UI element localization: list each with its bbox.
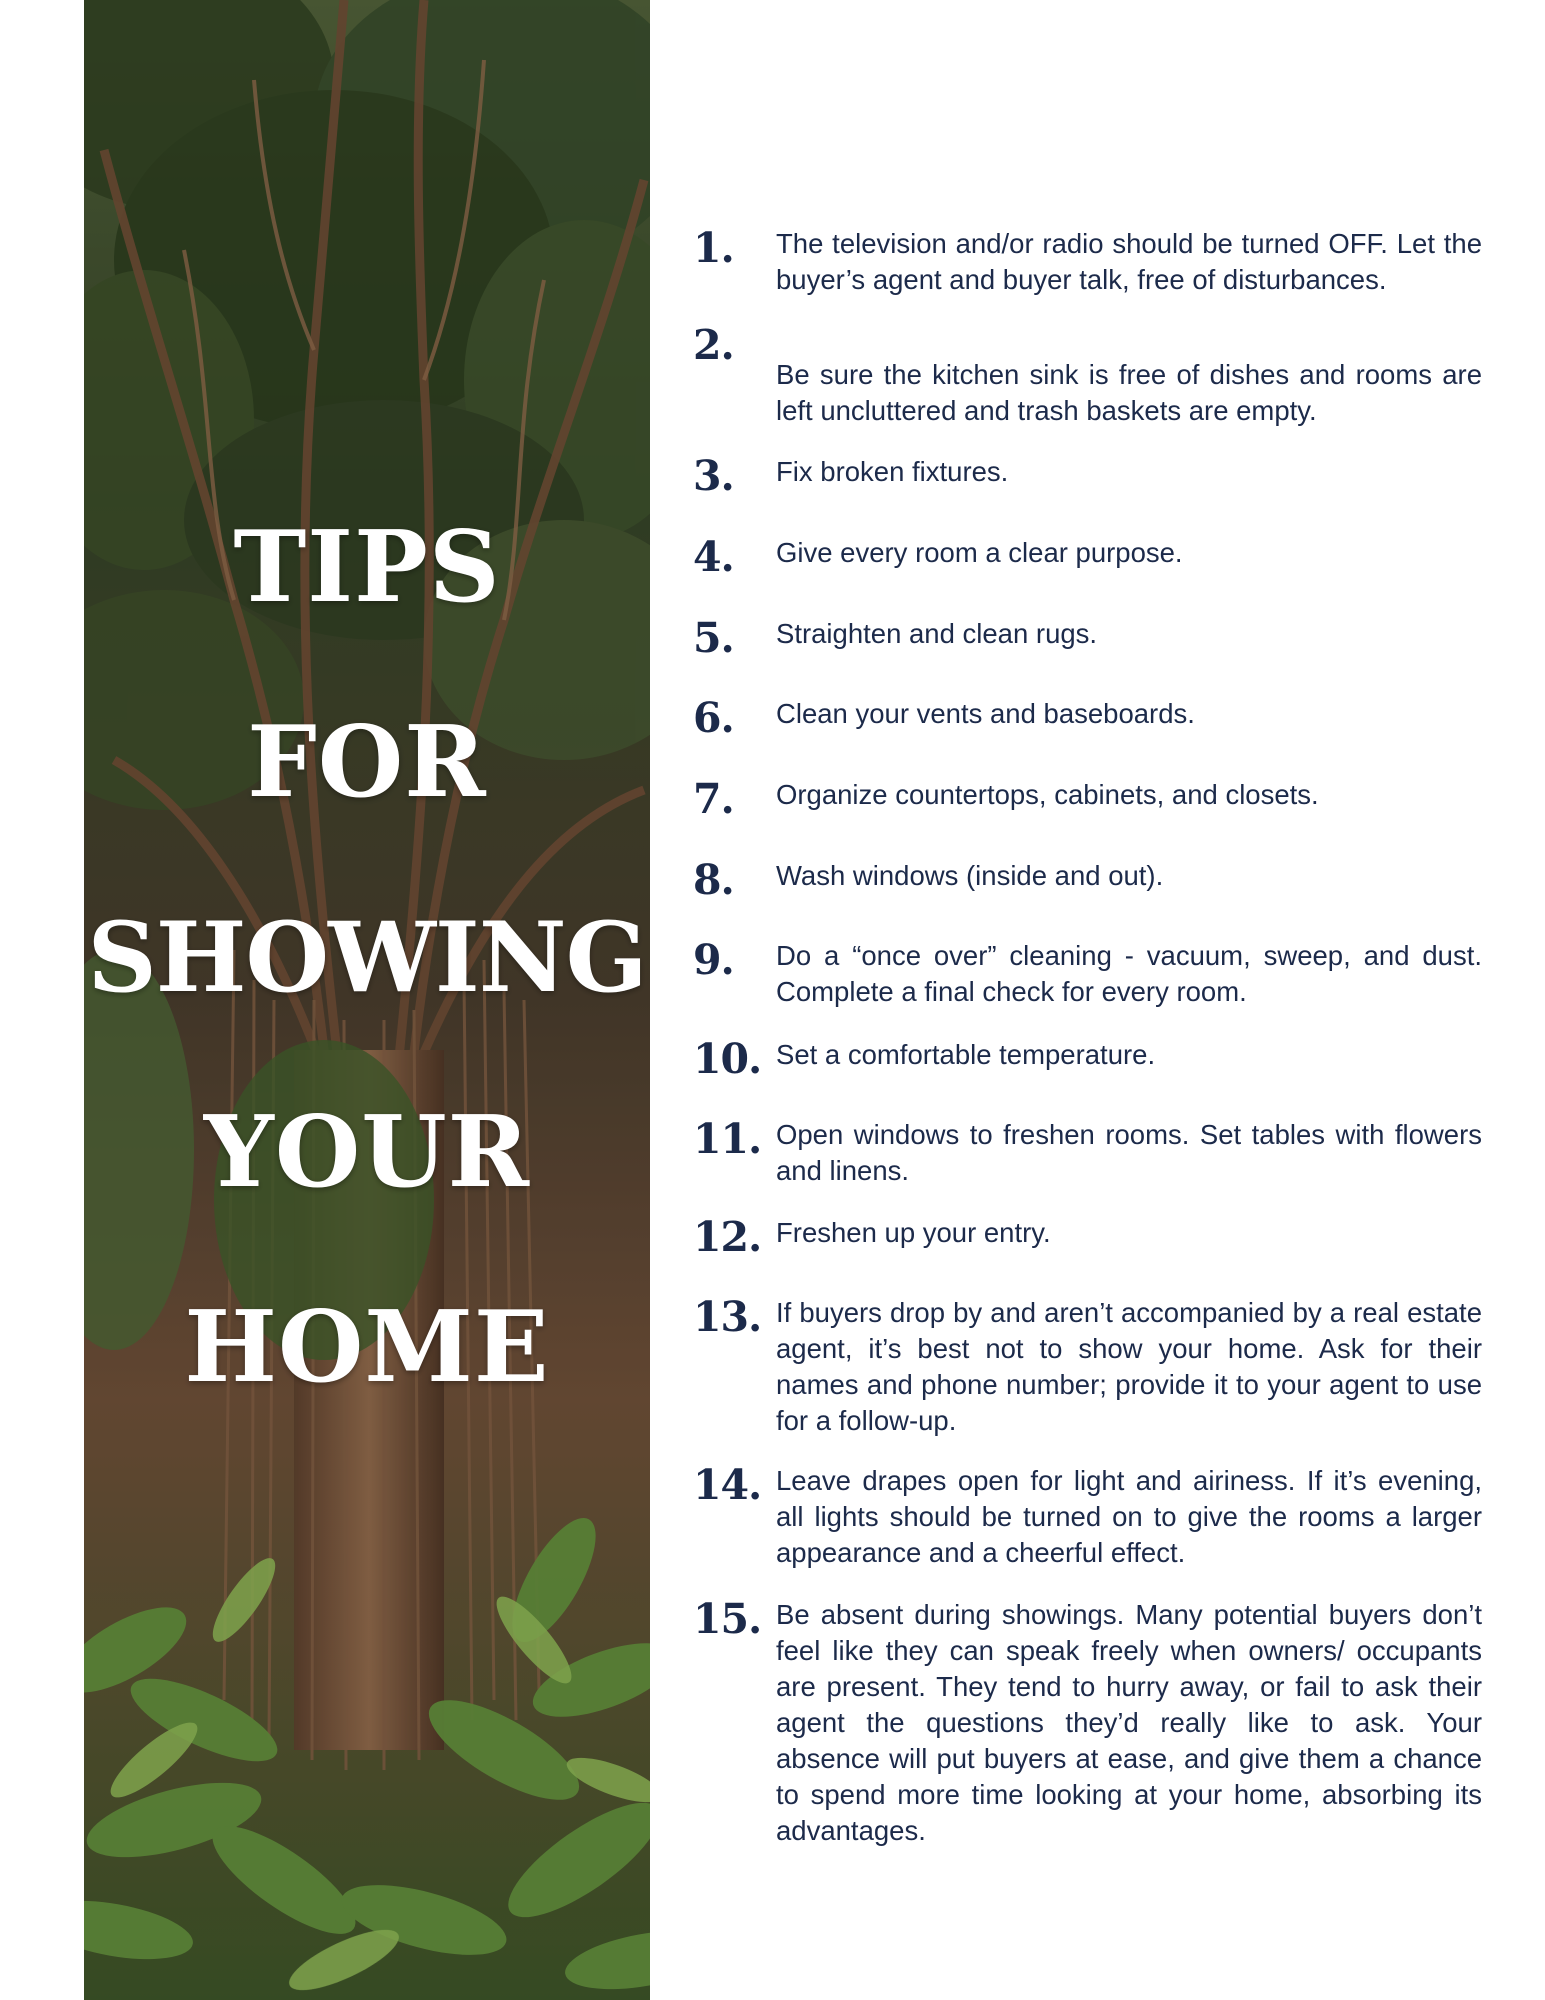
tip-text: Fix broken fixtures. [776,456,1009,487]
tip-text: Set a comfortable temperature. [776,1039,1156,1070]
tip-number: 11. [693,1115,762,1163]
tip-text: Wash windows (inside and out). [776,860,1164,891]
tip-text: Freshen up your entry. [776,1217,1051,1248]
title-line: SHOWING [87,901,647,1014]
tip-text: Give every room a clear purpose. [776,537,1183,568]
tip-text: Clean your vents and baseboards. [776,698,1195,729]
tip-number: 3. [693,452,734,500]
tip-number: 4. [693,533,734,581]
tip-text: Leave drapes open for light and airiness. If it’s evening, all lights should be turned on to give the rooms a larger appearance and a cheerful effect. [776,1465,1482,1568]
tip-number: 12. [693,1213,762,1261]
tip-text: Open windows to freshen rooms. Set tables with flowers and linens. [776,1119,1482,1186]
tip-number: 15. [693,1595,762,1643]
title-line: YOUR [203,1095,531,1210]
tip-text: Be sure the kitchen sink is free of dishes and rooms are left uncluttered and trash baskets are empty. [776,359,1482,426]
tip-text: Be absent during showings. Many potential buyers don’t feel like they can speak freely when owners/ occupants are present. They tend to hurry away, or fail to ask their agent the questions they’d really like to ask. Your absence will put buyers at ease, and give them a chance to spend more time looking at your home, absorbing its advantages. [776,1599,1482,1846]
tip-number: 2. [693,321,734,369]
tip-number: 14. [693,1461,762,1509]
tip-text: Straighten and clean rugs. [776,618,1098,649]
tip-number: 1. [693,224,734,272]
tip-number: 9. [693,936,734,984]
tip-text: If buyers drop by and aren’t accompanied by a real estate agent, it’s best not to show your home. Ask for their names and phone number; provide it to your agent to use for a follow-up. [776,1297,1482,1436]
tip-number: 10. [693,1035,762,1083]
tip-number: 7. [693,775,734,823]
tip-text: Organize countertops, cabinets, and closets. [776,779,1319,810]
tip-text: Do a “once over” cleaning - vacuum, sweep, and dust. Complete a final check for every room. [776,940,1482,1007]
tip-number: 13. [693,1293,762,1341]
tips-list [690,0,1490,2000]
banyan-tree-photo [84,0,650,2000]
tip-number: 6. [693,694,734,742]
title-line: FOR [247,705,487,820]
page-title [84,470,650,1445]
title-line: TIPS [233,510,501,625]
tip-number: 5. [693,614,734,662]
title-line: HOME [184,1290,550,1405]
tip-number: 8. [693,856,734,904]
tip-text: The television and/or radio should be turned OFF. Let the buyer’s agent and buyer talk, free of disturbances. [776,228,1482,295]
